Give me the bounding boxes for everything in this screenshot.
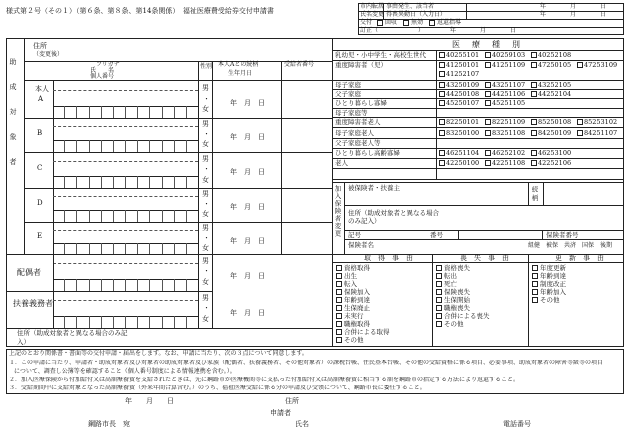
spouse-birth-date[interactable]: 年 月 日 bbox=[230, 272, 265, 280]
medical-row-elderly-widow: ひとり暮らし高齢寡婦 bbox=[335, 149, 400, 157]
note-line-3: について、調査し公簿等を確認すること（個人番号制度による情報連携を含む。）。 bbox=[14, 368, 236, 375]
medical-row-severe-disability: 重度障害者（児） bbox=[335, 61, 387, 69]
person-a-number-cells[interactable] bbox=[53, 106, 198, 118]
loss-checkbox-7[interactable] bbox=[436, 313, 442, 319]
code-46251104-checkbox[interactable] bbox=[439, 150, 445, 156]
dependent-label: 扶養義務者 bbox=[13, 299, 53, 308]
note-line-5: ３．受給期間中に支給対象となった高額療養費（外来年間合算含む。）のうち、福祉医療受給に係る分の申請及び受領について、鋼路市長に委任すること。 bbox=[9, 385, 426, 391]
person-e-label: E bbox=[37, 232, 43, 240]
medical-row-widow: ひとり暮らし寡婦 bbox=[335, 99, 387, 107]
dependent-number-cells[interactable] bbox=[53, 316, 198, 328]
loss-checkbox-2[interactable] bbox=[436, 273, 442, 279]
code-84250109-checkbox[interactable] bbox=[531, 130, 537, 136]
acquire-checkbox-8[interactable] bbox=[336, 321, 342, 327]
application-date[interactable]: 年 月 日 bbox=[125, 397, 174, 405]
person-e-birth-date[interactable]: 年 月 日 bbox=[230, 237, 265, 245]
person-a-female[interactable]: 女 bbox=[202, 105, 209, 113]
acquire-checkbox-3[interactable] bbox=[336, 281, 342, 287]
office-name-change-label: 氏名変更 bbox=[360, 11, 385, 18]
spouse-male[interactable]: 男 bbox=[202, 257, 209, 265]
renew-checkbox-4[interactable] bbox=[532, 289, 538, 295]
number-label: 番号 bbox=[430, 231, 443, 239]
insurer-name-label: 保険者名 bbox=[348, 241, 374, 249]
bottom-address-label: 住所（助成対象者と異なる場合のみ記入） bbox=[17, 329, 128, 346]
acquire-checkbox-10[interactable] bbox=[336, 337, 342, 343]
renew-checkbox-2[interactable] bbox=[532, 273, 538, 279]
dependent-male[interactable]: 男 bbox=[202, 294, 209, 302]
code-45250107-checkbox[interactable] bbox=[439, 100, 445, 106]
acquire-checkbox-9[interactable] bbox=[336, 329, 342, 335]
note-line-4: ２．加入医療保険から付加給付又は高額療養費を支給されたときは、先に鋼路市が医療機関等に支払った付加給付又は高額療養費に相当する額を鋼路市の指定する方法により返還すること。 bbox=[9, 377, 520, 383]
footer-address-label: 住所 bbox=[285, 397, 299, 405]
office-event-label: 事由発生、該当者 bbox=[386, 3, 435, 10]
office-issue-label: 交付 bbox=[360, 19, 373, 26]
medical-row-single-mother-elderly: 母子家庭老人 bbox=[335, 129, 374, 137]
addressee: 鋼路市長 宛 bbox=[88, 420, 130, 428]
code-46252102-checkbox[interactable] bbox=[485, 150, 491, 156]
code-85253102-checkbox[interactable] bbox=[577, 119, 583, 125]
person-c-female[interactable]: 女 bbox=[202, 176, 209, 184]
acquire-header: 取 得 事 由 bbox=[364, 254, 413, 262]
code-44250108-checkbox[interactable] bbox=[439, 91, 445, 97]
person-b-birth-date[interactable]: 年 月 日 bbox=[230, 133, 265, 141]
renew-checkbox-1[interactable] bbox=[532, 265, 538, 271]
medical-row-infant: 乳幼児・小中学生・高校生世代 bbox=[335, 51, 426, 59]
dependent-female[interactable]: 女 bbox=[202, 315, 209, 323]
person-c-number-cells[interactable] bbox=[53, 176, 198, 188]
renew-checkbox-3[interactable] bbox=[532, 281, 538, 287]
footer-name-label: 氏名 bbox=[295, 420, 309, 428]
person-c-birth-date[interactable]: 年 月 日 bbox=[230, 168, 265, 176]
note-line-2: １．この申請に当たり、申請者・助成対象者及び対象者の助成対象者及び家族（配偶者、扶養義務者、その他対象者）の課税台帳、住民基本台帳、その他の受給資格に係る項目、必要事項、助成対象者の障害等級等の項目 bbox=[9, 360, 604, 366]
applicant-label: 申請者 bbox=[270, 409, 291, 417]
person-d-birth-date[interactable]: 年 月 日 bbox=[230, 203, 265, 211]
subject-side-label: 助成対象者 bbox=[9, 58, 17, 183]
person-a-birth-date[interactable]: 年 月 日 bbox=[230, 99, 265, 107]
loss-checkbox-6[interactable] bbox=[436, 305, 442, 311]
code-46253100-checkbox[interactable] bbox=[531, 150, 537, 156]
code-40252108-checkbox[interactable] bbox=[531, 52, 537, 58]
renew-header: 更 新 事 由 bbox=[555, 254, 604, 262]
person-a-label: A bbox=[38, 95, 44, 103]
medical-type-header: 医 療 種 別 bbox=[452, 40, 522, 49]
person-d-female[interactable]: 女 bbox=[202, 210, 209, 218]
acquire-checkbox-4[interactable] bbox=[336, 289, 342, 295]
person-d-label: D bbox=[37, 199, 43, 207]
code-47253109-checkbox[interactable] bbox=[577, 62, 583, 68]
sex-header: 性別 bbox=[200, 63, 213, 70]
insurance-relation-label: 続柄 bbox=[530, 186, 539, 203]
spouse-label: 配偶者 bbox=[17, 268, 41, 277]
code-43252105-checkbox[interactable] bbox=[531, 82, 537, 88]
loss-header: 喪 失 事 由 bbox=[460, 254, 509, 262]
code-42252106-checkbox[interactable] bbox=[531, 160, 537, 166]
code-41252107-checkbox[interactable] bbox=[439, 71, 445, 77]
medical-row-elderly: 老人 bbox=[335, 159, 348, 167]
code-41250101-checkbox[interactable] bbox=[439, 62, 445, 68]
acquire-checkbox-5[interactable] bbox=[336, 297, 342, 303]
code-42251108-checkbox[interactable] bbox=[485, 160, 491, 166]
person-e-number-cells[interactable] bbox=[53, 243, 198, 254]
code-85250108-checkbox[interactable] bbox=[531, 119, 537, 125]
office-invalid-checkbox[interactable] bbox=[403, 20, 409, 26]
address-input[interactable] bbox=[70, 41, 328, 57]
dependent-birth-date[interactable]: 年 月 日 bbox=[230, 309, 265, 317]
acquire-checkbox-1[interactable] bbox=[336, 265, 342, 271]
insurance-address-label: 住所（助成対象者と異なる場合のみ記入） bbox=[348, 209, 439, 226]
loss-checkbox-8[interactable] bbox=[436, 321, 442, 327]
person-b-female[interactable]: 女 bbox=[202, 140, 209, 148]
code-45251105-checkbox[interactable] bbox=[485, 100, 491, 106]
acquire-checkbox-6[interactable] bbox=[336, 305, 342, 311]
code-83251108-checkbox[interactable] bbox=[485, 130, 491, 136]
loss-checkbox-3[interactable] bbox=[436, 281, 442, 287]
code-44252104-checkbox[interactable] bbox=[531, 91, 537, 97]
person-c-label: C bbox=[37, 164, 43, 172]
medical-row-single-mother-etc: 母子家庭等 bbox=[335, 109, 368, 117]
code-40259103-checkbox[interactable] bbox=[485, 52, 491, 58]
code-83250100-checkbox[interactable] bbox=[439, 130, 445, 136]
form-title: 様式第２号（その１）（第６条、第８条、第14条関係） 福祉医療費受給券交付申請書 bbox=[6, 7, 274, 15]
code-84251107-checkbox[interactable] bbox=[577, 130, 583, 136]
spouse-female[interactable]: 女 bbox=[202, 278, 209, 286]
insurer-no-label: 保険者番号 bbox=[546, 231, 579, 239]
spouse-number-cells[interactable] bbox=[53, 279, 198, 291]
acquire-checkbox-2[interactable] bbox=[336, 273, 342, 279]
recipient-no-header: 受給者番号 bbox=[284, 61, 315, 68]
address-label: 住所 bbox=[33, 42, 47, 50]
person-d-number-cells[interactable] bbox=[53, 210, 198, 222]
loss-checkbox-4[interactable] bbox=[436, 289, 442, 295]
name-header: 氏 名 bbox=[90, 67, 115, 74]
person-b-label: B bbox=[37, 129, 43, 137]
office-change-date-label: 得喪異動日（入力日） bbox=[386, 11, 447, 18]
person-e-female[interactable]: 女 bbox=[202, 244, 209, 252]
renew-checkbox-5[interactable] bbox=[532, 297, 538, 303]
footer-phone-label: 電話番号 bbox=[503, 420, 531, 428]
person-b-number-cells[interactable] bbox=[53, 140, 198, 152]
person-d-male[interactable]: 男 bbox=[202, 190, 209, 198]
code-82251109-checkbox[interactable] bbox=[485, 119, 491, 125]
office-collect-checkbox[interactable] bbox=[377, 20, 383, 26]
code-41251109-checkbox[interactable] bbox=[485, 62, 491, 68]
address-sub-label: （変更後） bbox=[33, 51, 64, 58]
code-44251106-checkbox[interactable] bbox=[485, 91, 491, 97]
acquire-checkbox-7[interactable] bbox=[336, 313, 342, 319]
loss-checkbox-1[interactable] bbox=[436, 265, 442, 271]
person-b-male[interactable]: 男 bbox=[202, 120, 209, 128]
code-42250100-checkbox[interactable] bbox=[439, 160, 445, 166]
code-43251107-checkbox[interactable] bbox=[485, 82, 491, 88]
kana-header: フリガナ bbox=[96, 61, 120, 68]
insurance-types: 組健 被保 共済 国保 後期 bbox=[528, 242, 613, 249]
code-43250109-checkbox[interactable] bbox=[439, 82, 445, 88]
person-a-self-label: 本人 bbox=[35, 85, 49, 93]
code-82250101-checkbox[interactable] bbox=[439, 119, 445, 125]
medical-row-single-mother: 母子家庭 bbox=[335, 81, 361, 89]
code-40255101-checkbox[interactable] bbox=[439, 52, 445, 58]
insured-label: 被保険者・扶養主 bbox=[348, 184, 400, 192]
office-move-label: 市内転居 bbox=[360, 3, 385, 10]
medical-row-single-father: 父子家庭 bbox=[335, 90, 361, 98]
symbol-label: 記号 bbox=[348, 231, 361, 239]
insurance-side-label: 加入保険者変更 bbox=[333, 185, 342, 238]
note-line-1: 上記のとおり関係書・書面等の交付申請・届出をします。なお、申請に当たり、次の３点について同意します。 bbox=[9, 350, 308, 357]
loss-checkbox-5[interactable] bbox=[436, 297, 442, 303]
relation-header: 本人Aとの続柄 bbox=[218, 61, 259, 68]
office-correction-label: 訂正（ bbox=[360, 27, 379, 34]
code-47250105-checkbox[interactable] bbox=[531, 62, 537, 68]
personal-no-header: 個人番号 bbox=[90, 73, 115, 80]
medical-row-single-father-elderly: 父子家庭老人等 bbox=[335, 139, 381, 147]
person-e-male[interactable]: 男 bbox=[202, 224, 209, 232]
person-a-male[interactable]: 男 bbox=[202, 84, 209, 92]
office-return-checkbox[interactable] bbox=[429, 20, 435, 26]
birth-header: 生年月日 bbox=[228, 70, 253, 77]
person-c-male[interactable]: 男 bbox=[202, 155, 209, 163]
medical-row-severe-elderly: 重度障害者老人 bbox=[335, 118, 381, 126]
